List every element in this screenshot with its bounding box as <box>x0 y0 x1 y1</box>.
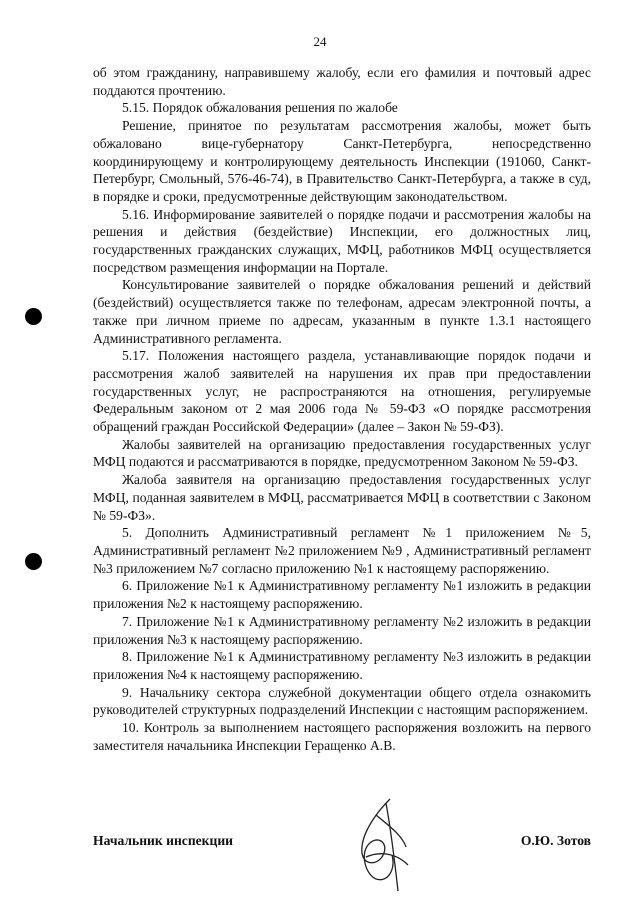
paragraph: об этом гражданину, направившему жалобу, если его фамилия и почтовый адрес поддаются прочтению. <box>93 65 591 98</box>
signatory-title: Начальник инспекции <box>93 833 234 848</box>
paragraph: 6. Приложение №1 к Административному регламенту №1 изложить в редакции приложения №2 к настоящему распоряжению. <box>93 578 591 612</box>
paragraph: 5.15. Порядок обжалования решения по жалобе <box>122 100 398 116</box>
paragraph: 7. Приложение №1 к Административному регламенту №2 изложить в редакции приложения №3 к настоящему распоряжению. <box>93 613 591 647</box>
paragraph: 8. Приложение №1 к Административному регламенту №3 изложить в редакции приложения №4 к настоящему распоряжению. <box>93 649 591 682</box>
paragraph: Жалоба заявителя на организацию предоставления государственных услуг МФЦ, поданная заявителем в МФЦ, рассматривается МФЦ в соответствии с Законом № 59-ФЗ». <box>93 472 591 523</box>
paragraph: 5.17. Положения настоящего раздела, устанавливающие порядок подачи и рассмотрения жалоб заявителей на нарушения их прав при предоставлении государственных услуг, не распространяются на отношения, регулируемые Федеральным законом от 2 мая 2006 года № 59-ФЗ «О порядке рассмотрения обращений граждан Российской Федерации» (далее – Закон № 59-ФЗ). <box>93 348 591 435</box>
paragraph: 5. Дополнить Административный регламент №1 приложением №5, Административный регламент №2 приложением №9 , Административный регламент №3 приложением №7 согласно приложению №1 к настоящему распоряжению. <box>93 525 591 576</box>
page-number: 24 <box>313 34 327 49</box>
paragraph: 10. Контроль за выполнением настоящего распоряжения возложить на первого заместителя начальника Инспекции Геращенко А.В. <box>93 720 591 753</box>
document-body <box>93 64 591 754</box>
paragraph: 5.16. Информирование заявителей о порядке подачи и рассмотрения жалобы на решения и действия (бездействие) Инспекции, его должностных лиц, государственных гражданских служащих, МФЦ, работников МФЦ осуществляется посредством размещения информации на Портале. <box>93 206 591 275</box>
signature-block <box>93 833 591 853</box>
paragraph: Жалобы заявителей на организацию предоставления государственных услуг МФЦ подаются и рассматриваются в порядке, предусмотренном Законом № 59-ФЗ. <box>93 436 591 470</box>
paragraph: Решение, принятое по результатам рассмотрения жалобы, может быть обжаловано вице-губернатору Санкт-Петербурга, непосредственно координирующему и контролирующему деятельность Инспекции (191060, Санкт-Петербург, Смольный, 576-46-74), в Правительство Санкт-Петербурга, а также в суд, в порядке и сроки, предусмотренные действующим законодательством. <box>93 118 591 204</box>
paragraph: 9. Начальнику сектора служебной документации общего отдела ознакомить руководителей структурных подразделений Инспекции с настоящим распоряжением. <box>93 684 591 718</box>
signatory-name: О.Ю. Зотов <box>520 833 591 848</box>
paragraph: Консультирование заявителей о порядке обжалования решений и действий (бездействий) осуществляется также по телефонам, адресам электронной почты, а также при личном приеме по адресам, указанным в пункте 1.3.1 настоящего Административного регламента. <box>93 277 591 346</box>
punch-hole-mark <box>25 553 42 570</box>
punch-hole-mark <box>25 308 42 325</box>
